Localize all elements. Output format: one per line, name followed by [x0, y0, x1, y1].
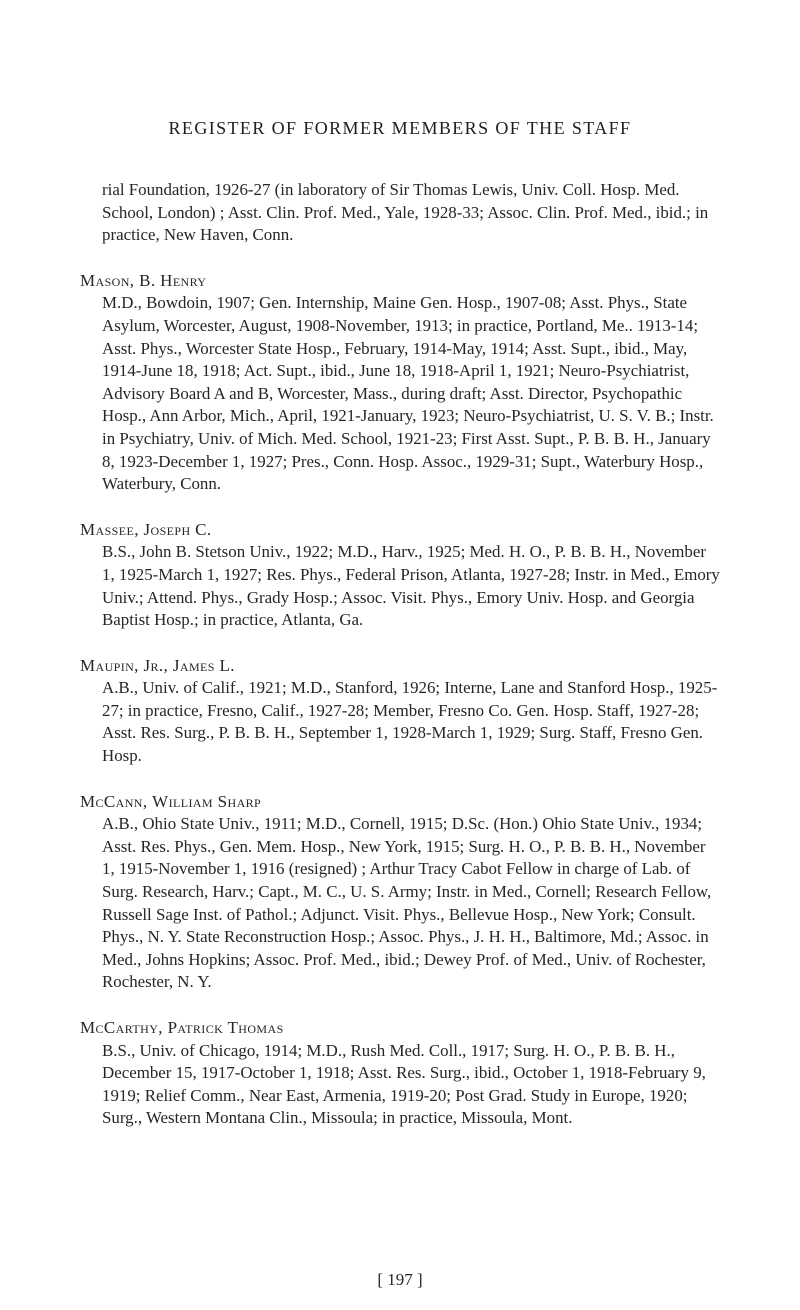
entry-text: M.D., Bowdoin, 1907; Gen. Internship, Maine Gen. Hosp., 1907-08; Asst. Phys., State Asylum, Worcester, August, 1908-November, 1913; in practice, Portland, Me.. 1913-14; Asst. Phys., Worcester State Hosp., February, 1914-May, 1914; Asst. Supt., ibid., May, 1914-June 18, 1918; Act. Supt., ibid., June 18, 1918-April 1, 1921; Neuro-Psychiatrist, Advisory Board A and B, Worcester, Mass., during draft; Asst. Director, Psychopathic Hosp., Ann Arbor, Mich., April, 1921-January, 1923; Neuro-Psychiatrist, U. S. V. B.; Instr. in Psychiatry, Univ. of Mich. Med. School, 1921-23; First Asst. Supt., P. B. B. H., January 8, 1923-December 1, 1927; Pres., Conn. Hosp. Assoc., 1929-31; Supt., Waterbury Hosp., Waterbury, Conn.: [102, 293, 714, 494]
register-entry: [80, 791, 720, 994]
page-title: REGISTER OF FORMER MEMBERS OF THE STAFF: [168, 118, 632, 138]
page-number: [ 197 ]: [377, 1270, 423, 1289]
entry-given-name: Patrick Thomas: [167, 1018, 284, 1037]
entry-text: B.S., John B. Stetson Univ., 1922; M.D., Harv., 1925; Med. H. O., P. B. B. H., November 1, 1925-March 1, 1927; Res. Phys., Federal Prison, Atlanta, 1927-28; Instr. in Med., Emory Univ.; Attend. Phys., Grady Hosp.; Assoc. Visit. Phys., Emory Univ. Hosp. and Georgia Baptist Hosp.; in practice, Atlanta, Ga.: [102, 542, 720, 630]
entry-surname: McCann,: [80, 791, 148, 811]
register-entry: [80, 270, 720, 496]
entry-given-name: Joseph C.: [143, 519, 212, 539]
entry-given-name: William Sharp: [152, 791, 262, 811]
register-entry: [80, 1017, 720, 1130]
entry-name: [80, 270, 720, 293]
entry-surname: Massee,: [80, 519, 139, 539]
entry-name: [80, 1017, 720, 1040]
entry-surname: McCarthy,: [80, 1018, 163, 1037]
continuation-text: rial Foundation, 1926-27 (in laboratory of Sir Thomas Lewis, Univ. Coll. Hosp. Med. School, London) ; Asst. Clin. Prof. Med., Yale, 1928-33; Assoc. Clin. Prof. Med., ibid.; in practice, New Haven, Conn.: [102, 180, 709, 245]
entry-name: [80, 655, 720, 678]
register-entry: [80, 519, 720, 632]
register-body: [80, 179, 720, 1130]
entry-surname: Mason,: [80, 270, 135, 290]
entry-name: [80, 519, 720, 542]
entry-text: A.B., Univ. of Calif., 1921; M.D., Stanford, 1926; Interne, Lane and Stanford Hosp., 1925-27; in practice, Fresno, Calif., 1927-28; Member, Fresno Co. Gen. Hosp. Staff, 1927-28; Asst. Res. Surg., P. B. B. H., September 1, 1928-March 1, 1929; Surg. Staff, Fresno Gen. Hosp.: [102, 678, 718, 766]
entry-surname: Maupin, Jr.,: [80, 655, 169, 675]
entry-text: A.B., Ohio State Univ., 1911; M.D., Cornell, 1915; D.Sc. (Hon.) Ohio State Univ., 1934; Asst. Res. Phys., Gen. Mem. Hosp., New York, 1915; Surg. H. O., P. B. B. H., November 1, 1915-November 1, 1916 (resigned) ; Arthur Tracy Cabot Fellow in charge of Lab. of Surg. Research, Harv.; Capt., M. C., U. S. Army; Instr. in Med., Cornell; Research Fellow, Russell Sage Inst. of Pathol.; Adjunct. Visit. Phys., Bellevue Hosp., New York; Consult. Phys., N. Y. State Reconstruction Hosp.; Assoc. Phys., J. H. H., Baltimore, Md.; Assoc. in Med., Johns Hopkins; Assoc. Prof. Med., ibid.; Dewey Prof. of Med., Univ. of Rochester, Rochester, N. Y.: [102, 814, 712, 992]
register-entry: [80, 655, 720, 768]
entry-given-name: B. Henry: [139, 270, 207, 290]
entry-name: [80, 791, 720, 814]
entry-given-name: James L.: [172, 655, 235, 675]
entry-text: B.S., Univ. of Chicago, 1914; M.D., Rush Med. Coll., 1917; Surg. H. O., P. B. B. H., December 15, 1917-October 1, 1918; Asst. Res. Surg., ibid., October 1, 1918-February 9, 1919; Relief Comm., Near East, Armenia, 1919-20; Post Grad. Study in Europe, 1920; Surg., Western Montana Clin., Missoula; in practice, Missoula, Mont.: [102, 1040, 706, 1128]
